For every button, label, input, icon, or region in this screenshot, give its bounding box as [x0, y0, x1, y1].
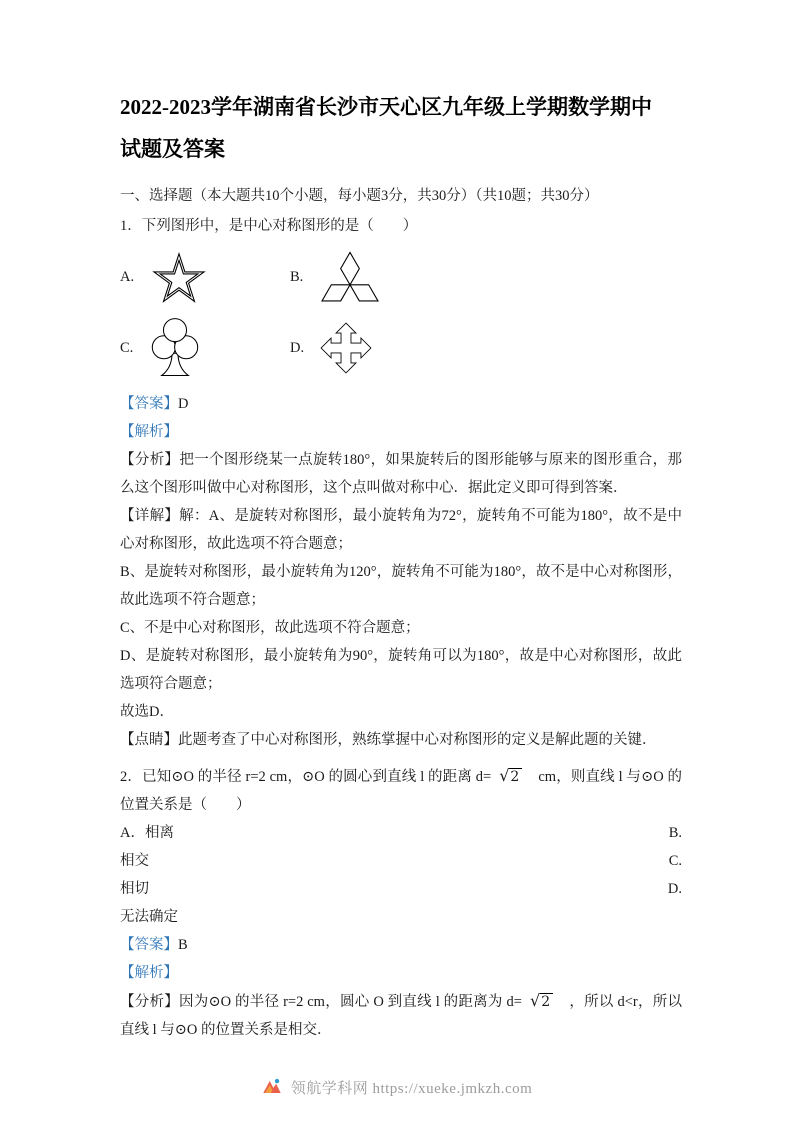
option-d-label: D.	[290, 339, 305, 356]
sqrt-2-formula-analysis	[530, 987, 553, 1016]
q1-detail-d: D、是旋转对称图形，最小旋转角为90°，旋转角可以为180°，故是中心对称图形，故此选项符合题意；	[120, 648, 682, 692]
q1-option-a	[120, 248, 290, 306]
q2-option-a: A．相离	[120, 825, 174, 841]
club-shape-icon	[147, 316, 203, 380]
doc-title: 2022-2023学年湖南省长沙市天心区九年级上学期数学期中试题及答案	[120, 95, 652, 161]
q1-options	[120, 248, 682, 380]
q2-stem-post: cm，则直线 l 与⊙O 的位置关系是（ ）	[120, 769, 682, 813]
option-a-label: A.	[120, 268, 135, 285]
q2-option-row-3	[120, 875, 682, 903]
q2-option-row-2	[120, 847, 682, 875]
q2-analysis	[120, 987, 682, 1044]
q2-option-d-label: D.	[667, 881, 682, 897]
q1-tip: 【点睛】此题考查了中心对称图形，熟练掌握中心对称图形的定义是解此题的关键．	[120, 732, 657, 748]
q2-option-b-label: B.	[668, 825, 682, 841]
q2-analysis-post: ，所以 d<r，所以直线 l 与⊙O 的位置关系是相交．	[120, 994, 682, 1038]
question-1	[120, 212, 682, 754]
q1-detail-b: B、是旋转对称图形，最小旋转角为120°，旋转角不可能为180°，故不是中心对称图形，故此选项不符合题意；	[120, 564, 682, 608]
q2-answer	[120, 931, 682, 959]
radicand: 2	[509, 768, 522, 785]
q2-option-b-text: 相交	[120, 853, 149, 869]
q2-option-c-label: C.	[668, 853, 682, 869]
q2-answer-label: 【答案】	[120, 937, 178, 953]
q1-analysis: 【分析】把一个图形绕某一点旋转180°，如果旋转后的图形能够与原来的图形重合，那么这个图形叫做中心对称图形，这个点叫做对称中心．据此定义即可得到答案．	[120, 452, 682, 496]
q1-answer-label: 【答案】	[120, 396, 178, 412]
q1-option-b	[290, 248, 682, 306]
q1-option-c	[120, 316, 290, 380]
q2-analysis-pre: 【分析】因为⊙O 的半径 r=2 cm，圆心 O 到直线 l 的距离为 d=	[120, 994, 522, 1010]
q1-detail-conclusion: 故选D．	[120, 704, 174, 720]
q1-option-d	[290, 316, 682, 380]
q2-stem-pre: 2．已知⊙O 的半径 r=2 cm，⊙O 的圆心到直线 l 的距离 d=	[120, 769, 492, 785]
q2-option-row-4	[120, 903, 682, 931]
q1-answer-value: D	[178, 396, 189, 412]
radical-sign-icon: √	[499, 766, 510, 785]
option-b-label: B.	[290, 268, 304, 285]
section-heading: 一、选择题（本大题共10个小题，每小题3分，共30分）（共10题；共30分）	[120, 188, 599, 204]
q2-stem	[120, 762, 682, 819]
star-shape-icon	[148, 248, 210, 306]
q2-option-d-text: 无法确定	[120, 909, 178, 925]
question-2	[120, 762, 682, 1044]
site-logo-icon	[261, 1076, 283, 1098]
sqrt-2-formula	[499, 762, 522, 791]
q1-analysis-heading: 【解析】	[120, 424, 178, 440]
radical-sign-icon: √	[529, 991, 541, 1010]
q1-stem: 1．下列图形中，是中心对称图形的是（ ）	[120, 218, 418, 234]
footer-site-text: 领航学科网 https://xueke.jmkzh.com	[290, 1080, 533, 1097]
q1-detail-c: C、不是中心对称图形，故此选项不符合题意；	[120, 620, 420, 636]
q2-option-row-1	[120, 819, 682, 847]
q2-analysis-heading: 【解析】	[120, 965, 178, 981]
option-c-label: C.	[120, 339, 134, 356]
q1-detail-a: 【详解】解：A、是旋转对称图形，最小旋转角为72°，旋转角不可能为180°，故不是中心对称图形，故此选项不符合题意；	[120, 508, 682, 552]
q2-option-c-text: 相切	[120, 881, 149, 897]
q1-answer	[120, 390, 682, 418]
diamonds-shape-icon	[317, 249, 383, 305]
q2-answer-value: B	[178, 937, 188, 953]
page-footer	[0, 1076, 793, 1098]
page	[120, 86, 682, 1044]
arrows-cross-shape-icon	[318, 320, 374, 376]
radicand: 2	[540, 993, 553, 1010]
